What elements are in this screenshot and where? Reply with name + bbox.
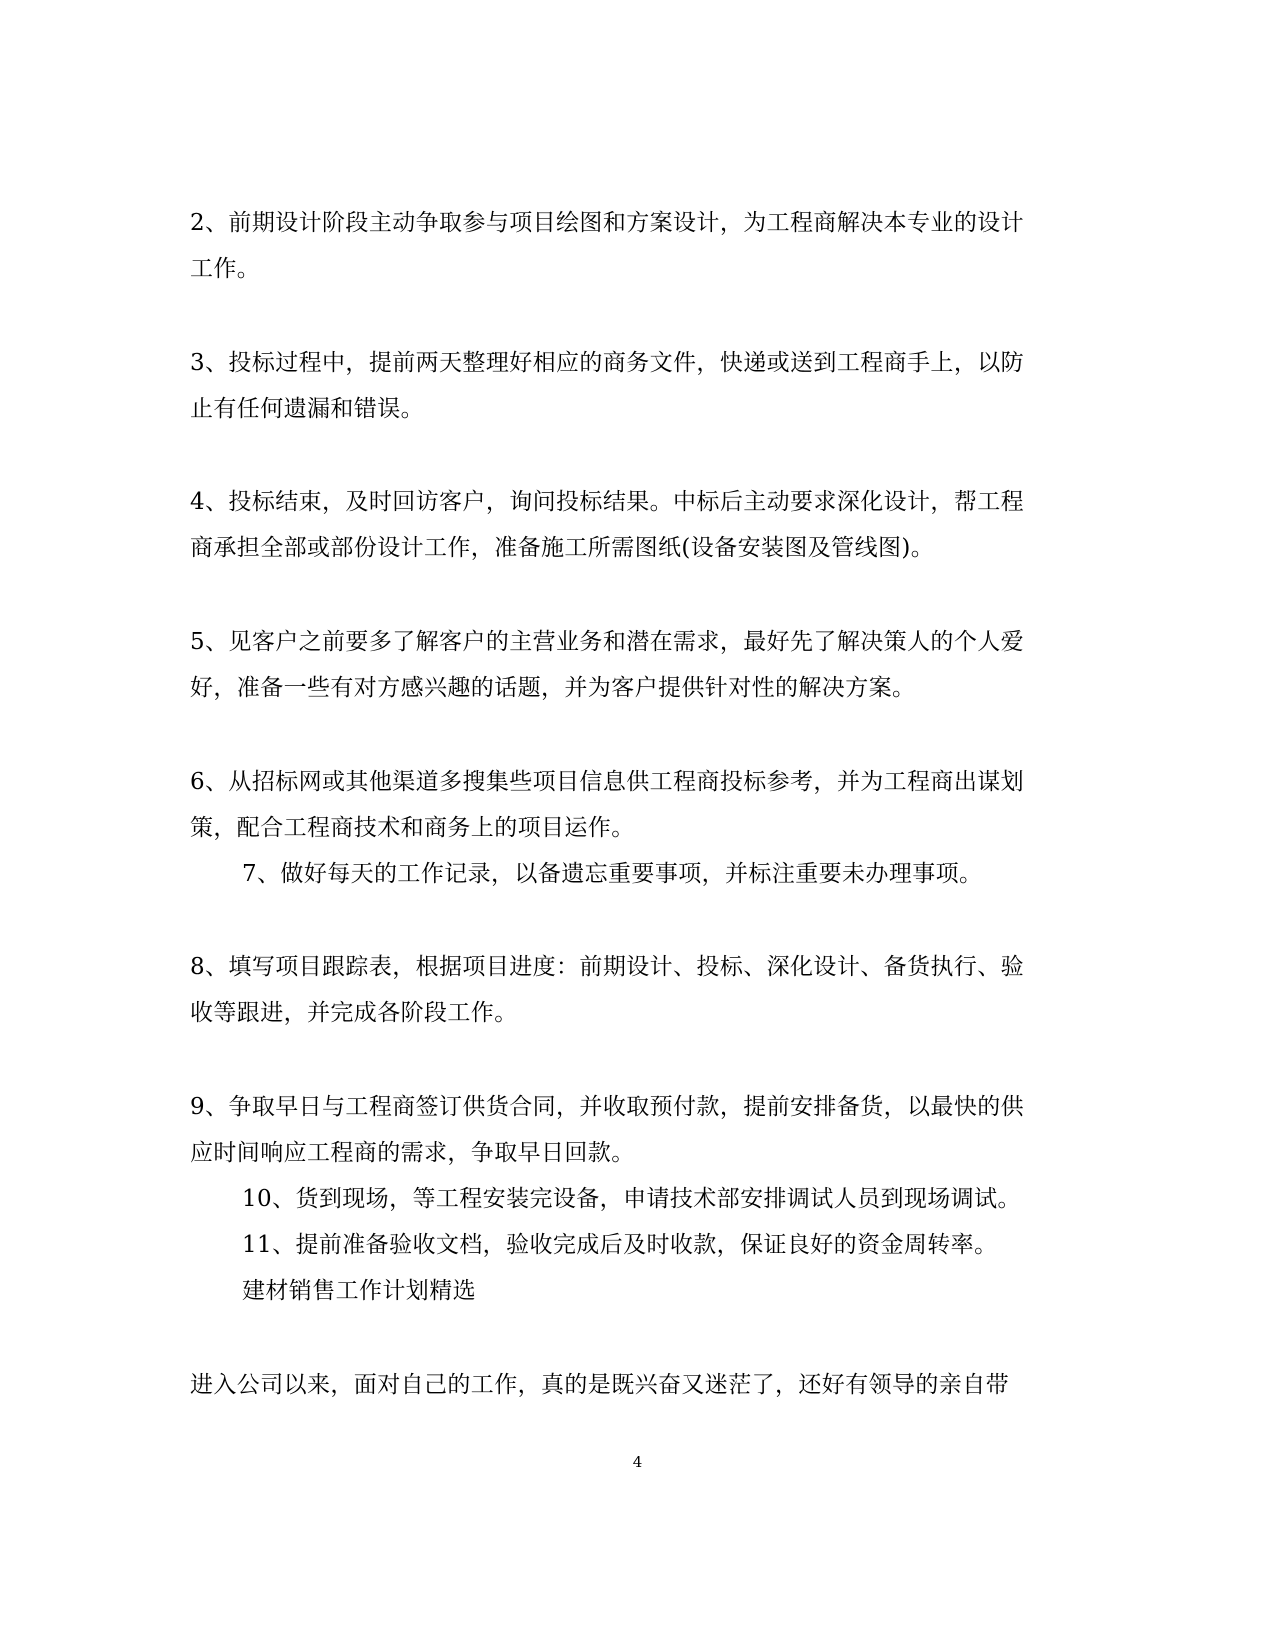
text-line: 策，配合工程商技术和商务上的项目运作。	[190, 815, 635, 841]
text-line: 止有任何遗漏和错误。	[190, 396, 424, 422]
text-line: 应时间响应工程商的需求，争取早日回款。	[190, 1140, 635, 1166]
text-line: 商承担全部或部份设计工作，准备施工所需图纸(设备安装图及管线图)。	[190, 535, 935, 561]
text-line: 8、填写项目跟踪表，根据项目进度：前期设计、投标、深化设计、备货执行、验	[190, 954, 1025, 980]
text-line: 收等跟进，并完成各阶段工作。	[190, 1000, 518, 1026]
section-title: 建材销售工作计划精选	[242, 1278, 476, 1304]
text-line: 10、货到现场，等工程安装完设备，申请技术部安排调试人员到现场调试。	[242, 1186, 1021, 1212]
text-line: 工作。	[190, 256, 261, 282]
text-line: 4、投标结束，及时回访客户，询问投标结果。中标后主动要求深化设计，帮工程	[190, 489, 1025, 515]
text-line: 7、做好每天的工作记录，以备遗忘重要事项，并标注重要未办理事项。	[242, 861, 983, 887]
text-line: 11、提前准备验收文档，验收完成后及时收款，保证良好的资金周转率。	[242, 1232, 998, 1258]
text-line: 进入公司以来，面对自己的工作，真的是既兴奋又迷茫了，还好有领导的亲自带	[190, 1372, 1009, 1398]
page-number: 4	[632, 1453, 643, 1471]
text-line: 3、投标过程中，提前两天整理好相应的商务文件，快递或送到工程商手上，以防	[190, 350, 1025, 376]
text-line: 好，准备一些有对方感兴趣的话题，并为客户提供针对性的解决方案。	[190, 675, 916, 701]
text-line: 9、争取早日与工程商签订供货合同，并收取预付款，提前安排备货，以最快的供	[190, 1094, 1025, 1120]
text-line: 6、从招标网或其他渠道多搜集些项目信息供工程商投标参考，并为工程商出谋划	[190, 769, 1025, 795]
text-line: 5、见客户之前要多了解客户的主营业务和潜在需求，最好先了解决策人的个人爱	[190, 629, 1025, 655]
text-line: 2、前期设计阶段主动争取参与项目绘图和方案设计，为工程商解决本专业的设计	[190, 210, 1025, 236]
